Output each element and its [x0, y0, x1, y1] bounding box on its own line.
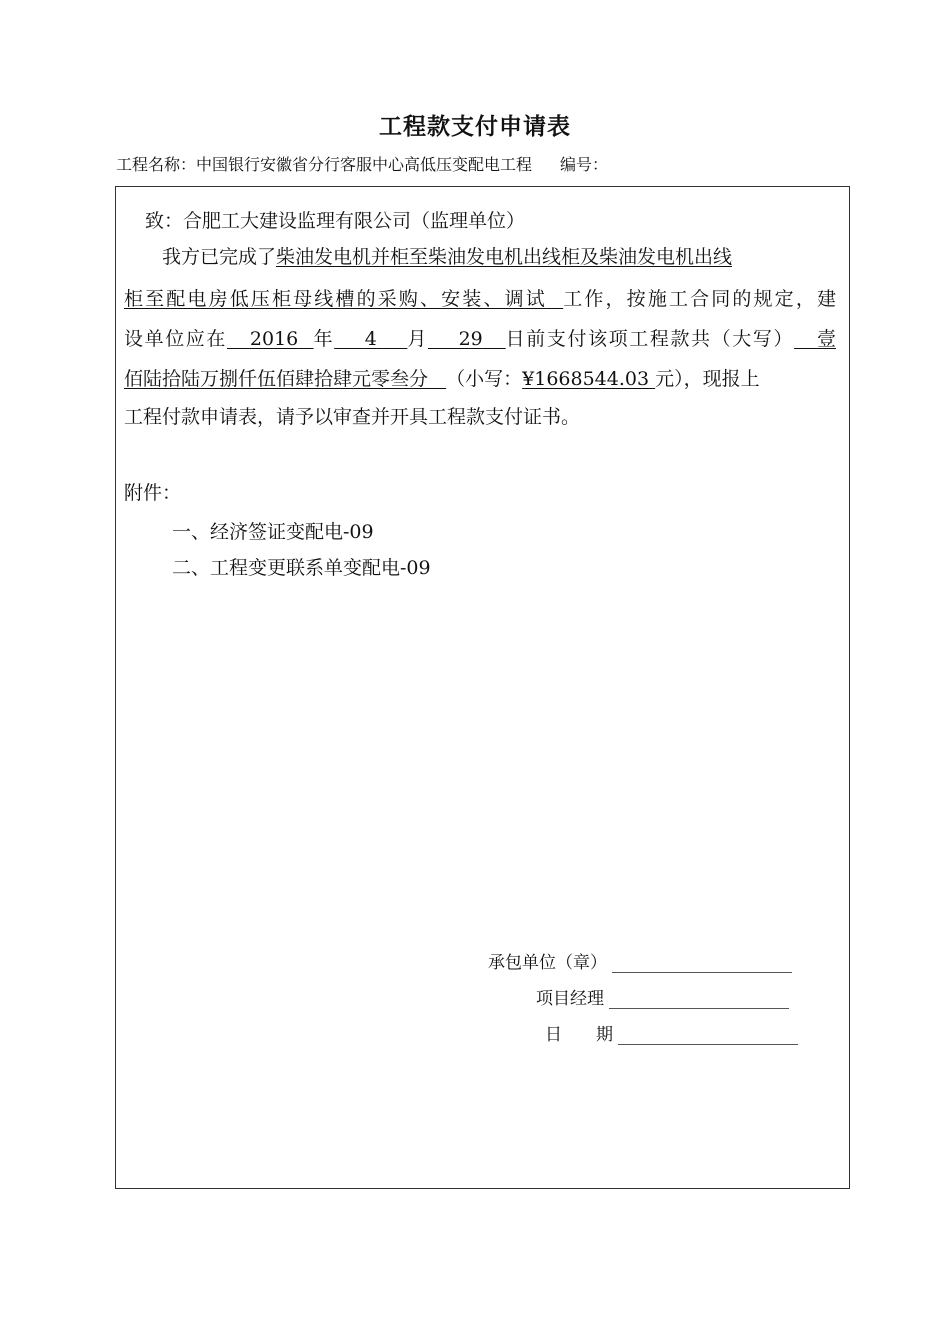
work-scope-part2: 柜至配电房低压柜母线槽的采购、安装、调试	[124, 288, 547, 310]
attachments-label: 附件：	[124, 482, 182, 504]
manager-signature-line	[609, 994, 789, 1009]
page-title: 工程款支付申请表	[379, 113, 571, 140]
manager-signature-row	[536, 984, 789, 1009]
date-label: 日 期	[545, 1025, 613, 1045]
completed-prefix: 我方已完成了	[162, 246, 277, 268]
amount-lower-label: （小写：	[446, 368, 523, 390]
attachment-item-1: 一、经济签证变配电-09	[172, 521, 374, 543]
due-year: 2016	[249, 328, 299, 350]
month-label: 月	[407, 328, 428, 350]
body-line-5: 工程付款申请表，请予以审查并开具工程款支付证书。	[124, 406, 581, 428]
due-month: 4	[364, 328, 377, 350]
amount-lower: ¥1668544.03	[522, 368, 650, 390]
date-line	[618, 1030, 798, 1045]
number-label: 编号：	[560, 155, 609, 174]
attachment-item-2: 二、工程变更联系单变配电-09	[172, 557, 431, 579]
contractor-signature-row	[488, 948, 792, 973]
manager-label: 项目经理	[536, 989, 604, 1009]
year-label: 年	[313, 328, 335, 350]
amount-upper: 佰陆拾陆万捌仟伍佰肆拾肆元零叁分	[124, 368, 429, 390]
contractor-label: 承包单位（章）	[488, 953, 607, 973]
project-header	[116, 152, 608, 175]
payment-total-label: 日前支付该项工程款共（大写）	[505, 328, 795, 350]
report-suffix: 元），现报上	[655, 368, 760, 390]
contractor-seal-line	[612, 958, 792, 973]
due-day: 29	[458, 328, 483, 350]
body-line-2	[124, 288, 836, 310]
contract-clause: 工作，按施工合同的规定，建	[563, 288, 836, 310]
project-name-label: 工程名称：	[116, 155, 197, 174]
amount-upper-start: 壹	[816, 328, 836, 350]
addressee-line: 致：合肥工大建设监理有限公司（监理单位）	[145, 210, 526, 232]
body-line-1	[162, 246, 732, 268]
work-scope-part1: 柴油发电机并柜至柴油发电机出线柜及柴油发电机出线	[276, 246, 733, 268]
payment-due-prefix: 设单位应在	[124, 328, 227, 350]
body-line-3	[124, 328, 836, 350]
date-signature-row	[545, 1020, 798, 1045]
body-line-4	[124, 368, 760, 390]
project-name: 中国银行安徽省分行客服中心高低压变配电工程	[196, 155, 533, 174]
